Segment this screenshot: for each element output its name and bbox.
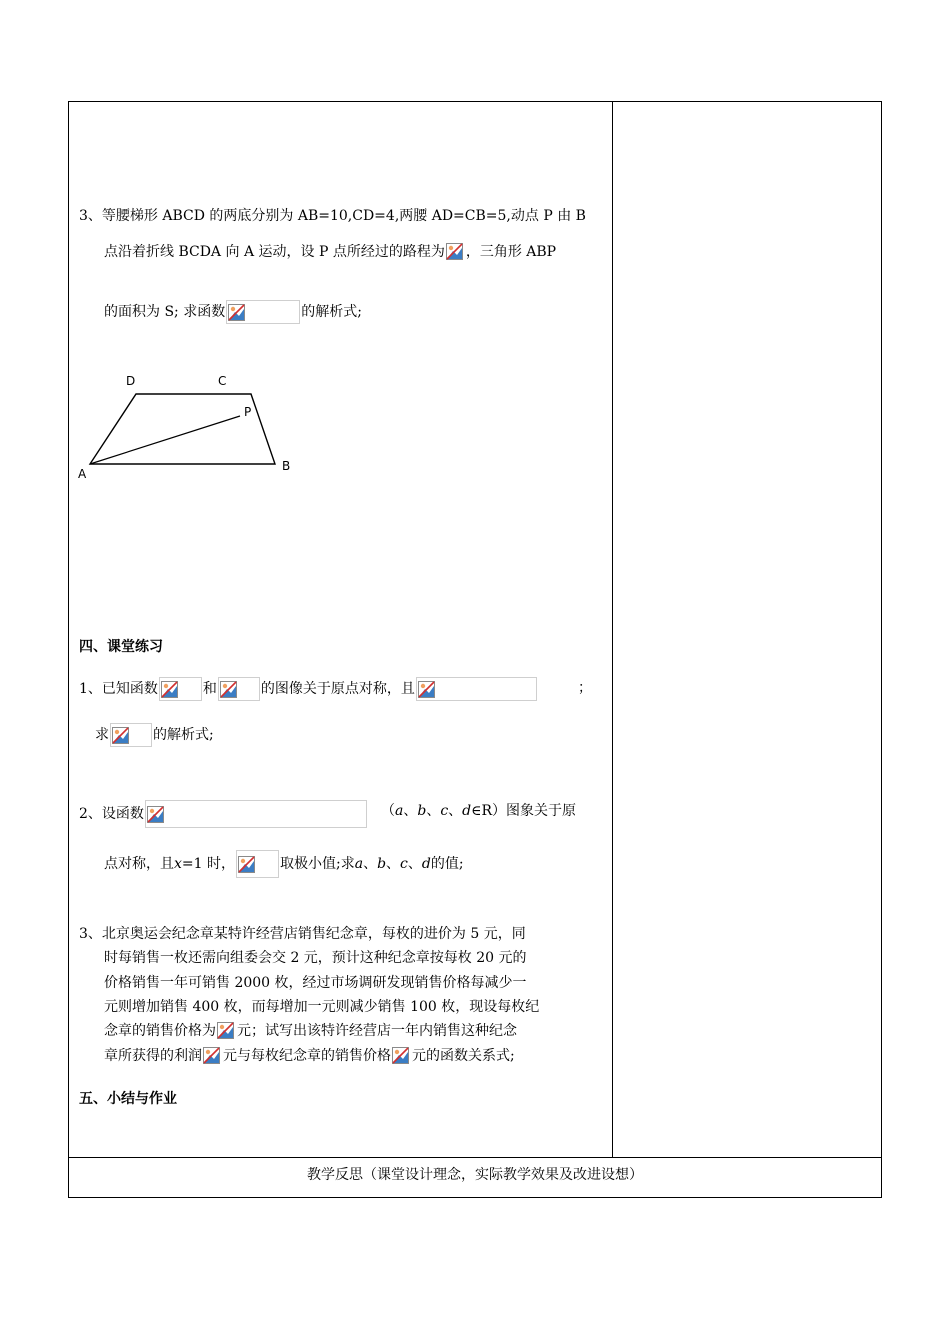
sep: 、: [386, 856, 401, 872]
q1-text-b: 和: [202, 681, 217, 697]
q1-line2: [95, 723, 214, 747]
image-placeholder-icon: [392, 1044, 411, 1068]
broken-image-icon: [446, 243, 463, 260]
sep: 、: [363, 856, 378, 872]
var-a: a: [354, 856, 364, 872]
q3-line5: [104, 1019, 517, 1043]
formula-placeholder: [226, 300, 300, 324]
q3-line3: 价格销售一年可销售 2000 枚，经过市场调研发现销售价格每减少一: [104, 975, 527, 991]
var-a: a: [395, 803, 404, 819]
q3-text-5b: 元；试写出该特许经营店一年内销售这种纪念: [237, 1023, 517, 1039]
q1-text-f: 的解析式;: [153, 727, 214, 743]
problem3-line2: [104, 240, 556, 264]
image-placeholder-icon: [217, 1019, 236, 1043]
reflection-label: 教学反思（课堂设计理念，实际教学效果及改进设想）: [307, 1167, 643, 1183]
q2-text-c1: 点对称，且: [104, 856, 174, 872]
problem3-line2-text-a: 点沿着折线 BCDA 向 A 运动，设 P 点所经过的路程为: [104, 244, 445, 260]
q3-text-5a: 念章的销售价格为: [104, 1023, 216, 1039]
label-b: B: [282, 459, 291, 473]
sep: 、: [426, 803, 441, 819]
formula-placeholder: [236, 850, 279, 878]
var-c: c: [400, 856, 408, 872]
q3-text-6c: 元的函数关系式;: [412, 1048, 515, 1064]
broken-image-icon: [161, 681, 178, 698]
broken-image-icon: [238, 856, 255, 873]
image-placeholder-icon: [203, 1044, 222, 1068]
problem3-line2-text-b: ，三角形 ABP: [465, 244, 557, 260]
label-c: C: [218, 374, 227, 388]
problem3-line3-text-a: 的面积为 S; 求函数: [104, 304, 226, 320]
var-x: x: [174, 856, 182, 872]
broken-image-icon: [112, 727, 129, 744]
var-b: b: [377, 856, 387, 872]
var-d: d: [462, 803, 472, 819]
q1-line1: [79, 677, 538, 701]
broken-image-icon: [147, 806, 164, 823]
column-divider: [612, 101, 613, 1158]
q3-text-6a: 章所获得的利润: [104, 1048, 202, 1064]
sep: 、: [407, 856, 422, 872]
problem3-line1: 3、等腰梯形 ABCD 的两底分别为 AB=10,CD=4,两腰 AD=CB=5,动点 P 由 B: [79, 208, 586, 224]
broken-image-icon: [418, 681, 435, 698]
sep: 、: [448, 803, 463, 819]
q2-line2: [104, 850, 464, 878]
q1-semicolon: ；: [578, 680, 592, 696]
q2-text-a: 2、设函数: [79, 806, 144, 822]
q3-line6: [104, 1044, 515, 1068]
q2-text-c2: =1 时，: [181, 856, 235, 872]
q2-line1: [79, 800, 368, 828]
segment-ap: [90, 416, 240, 464]
var-d: d: [421, 856, 431, 872]
q2-line1-tail: [381, 800, 576, 820]
q1-text-e: 求: [95, 727, 109, 743]
broken-image-icon: [220, 681, 237, 698]
broken-image-icon: [392, 1047, 409, 1064]
broken-image-icon: [203, 1047, 220, 1064]
formula-placeholder: [145, 800, 367, 828]
label-d: D: [126, 374, 136, 388]
broken-image-icon: [217, 1022, 234, 1039]
q3-text-6b: 元与每枚纪念章的销售价格: [223, 1048, 391, 1064]
q1-text-c: 的图像关于原点对称，且: [260, 681, 415, 697]
broken-image-icon: [228, 304, 245, 321]
formula-placeholder: [159, 677, 202, 701]
trapezoid-figure: [74, 366, 304, 481]
section5-heading: 五、小结与作业: [79, 1091, 177, 1107]
problem3-line3: [104, 300, 362, 324]
q3-line2: 时每销售一枚还需向组委会交 2 元，预计这种纪念章按每枚 20 元的: [104, 950, 527, 966]
formula-placeholder: [416, 677, 537, 701]
problem3-line3-text-b: 的解析式;: [301, 304, 362, 320]
sep: 、: [403, 803, 418, 819]
row-divider: [68, 1157, 882, 1158]
image-placeholder-icon: [446, 240, 465, 264]
q2-text-d2: 的值;: [430, 856, 464, 872]
formula-placeholder: [218, 677, 260, 701]
q2-text-b1: （: [381, 803, 395, 819]
label-p: P: [244, 405, 252, 419]
q2-text-d1: 取极小值;求: [280, 856, 355, 872]
q2-text-b2: ∈R）图象关于原: [471, 803, 577, 819]
q3-line1: 3、北京奥运会纪念章某特许经营店销售纪念章，每枚的进价为 5 元，同: [79, 926, 526, 942]
var-b: b: [417, 803, 427, 819]
section4-heading: 四、课堂练习: [79, 639, 163, 655]
q3-line4: 元则增加销售 400 枚，而每增加一元则减少销售 100 枚，现设每枚纪: [104, 999, 540, 1015]
q1-text-a: 1、已知函数: [79, 681, 158, 697]
var-c: c: [440, 803, 449, 819]
label-a: A: [78, 467, 87, 481]
formula-placeholder: [110, 723, 152, 747]
